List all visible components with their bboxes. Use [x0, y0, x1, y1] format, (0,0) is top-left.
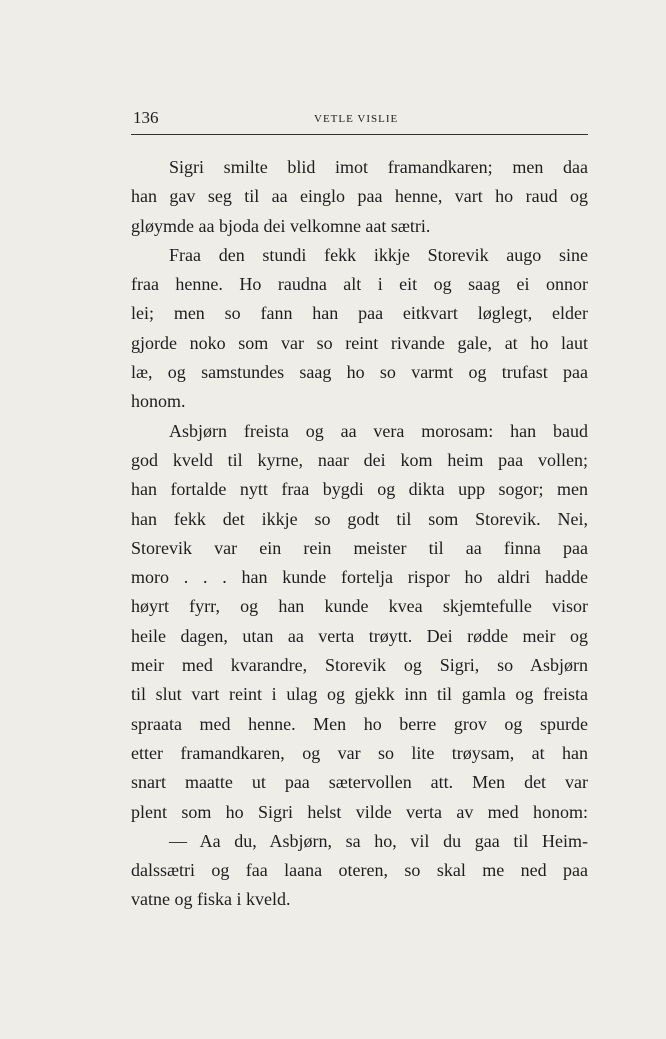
text-line: snart maatte ut paa sætervollen att. Men det var [131, 772, 588, 793]
page-number: 136 [133, 108, 159, 127]
text-line: heile dagen, utan aa verta trøytt. Dei rødde meir og [131, 625, 588, 646]
text-line: dalssætri og faa laana oteren, so skal me ned paa [131, 860, 588, 881]
text-line: han fortalde nytt fraa bygdi og dikta upp sogor; men [131, 479, 588, 500]
text-line: etter framandkaren, og var so lite trøysam, at han [131, 742, 588, 763]
running-title: VETLE VISLIE [314, 113, 399, 125]
text-line: lei; men so fann han paa eitkvart løglegt, elder [131, 303, 588, 324]
text-line: han fekk det ikkje so godt til som Storevik. Nei, [131, 508, 588, 529]
text-line: spraata med henne. Men ho berre grov og spurde [131, 713, 588, 734]
page-header [131, 104, 588, 135]
text-line: plent som ho Sigri helst vilde verta av med honom: [131, 801, 588, 822]
text-line: — Aa du, Asbjørn, sa ho, vil du gaa til Heim- [169, 830, 588, 851]
text-line: god kveld til kyrne, naar dei kom heim paa vollen; [131, 449, 588, 470]
text-line: honom. [131, 391, 186, 412]
text-line: moro . . . han kunde fortelja rispor ho aldri hadde [131, 567, 588, 588]
text-line: læ, og samstundes saag ho so varmt og trufast paa [131, 362, 588, 383]
text-line: Asbjørn freista og aa vera morosam: han baud [169, 420, 588, 441]
text-line: fraa henne. Ho raudna alt i eit og saag ei onnor [131, 274, 588, 295]
text-line: til slut vart reint i ulag og gjekk inn til gamla og freista [131, 684, 588, 705]
text-line: Sigri smilte blid imot framandkaren; men daa [169, 157, 588, 177]
text-line: meir med kvarandre, Storevik og Sigri, so Asbjørn [131, 655, 588, 676]
text-line: gløymde aa bjoda dei velkomne aat sætri. [131, 215, 431, 236]
text-line: vatne og fiska i kveld. [131, 889, 291, 910]
text-line: han gav seg til aa einglo paa henne, vart ho raud og [131, 186, 588, 207]
text-line: Storevik var ein rein meister til aa finna paa [131, 537, 588, 558]
text-line: gjorde noko som var so reint rivande gale, at ho laut [131, 332, 588, 353]
text-line: Fraa den stundi fekk ikkje Storevik augo sine [169, 244, 588, 265]
text-line: høyrt fyrr, og han kunde kvea skjemtefulle visor [131, 596, 588, 617]
body-text [131, 153, 588, 915]
